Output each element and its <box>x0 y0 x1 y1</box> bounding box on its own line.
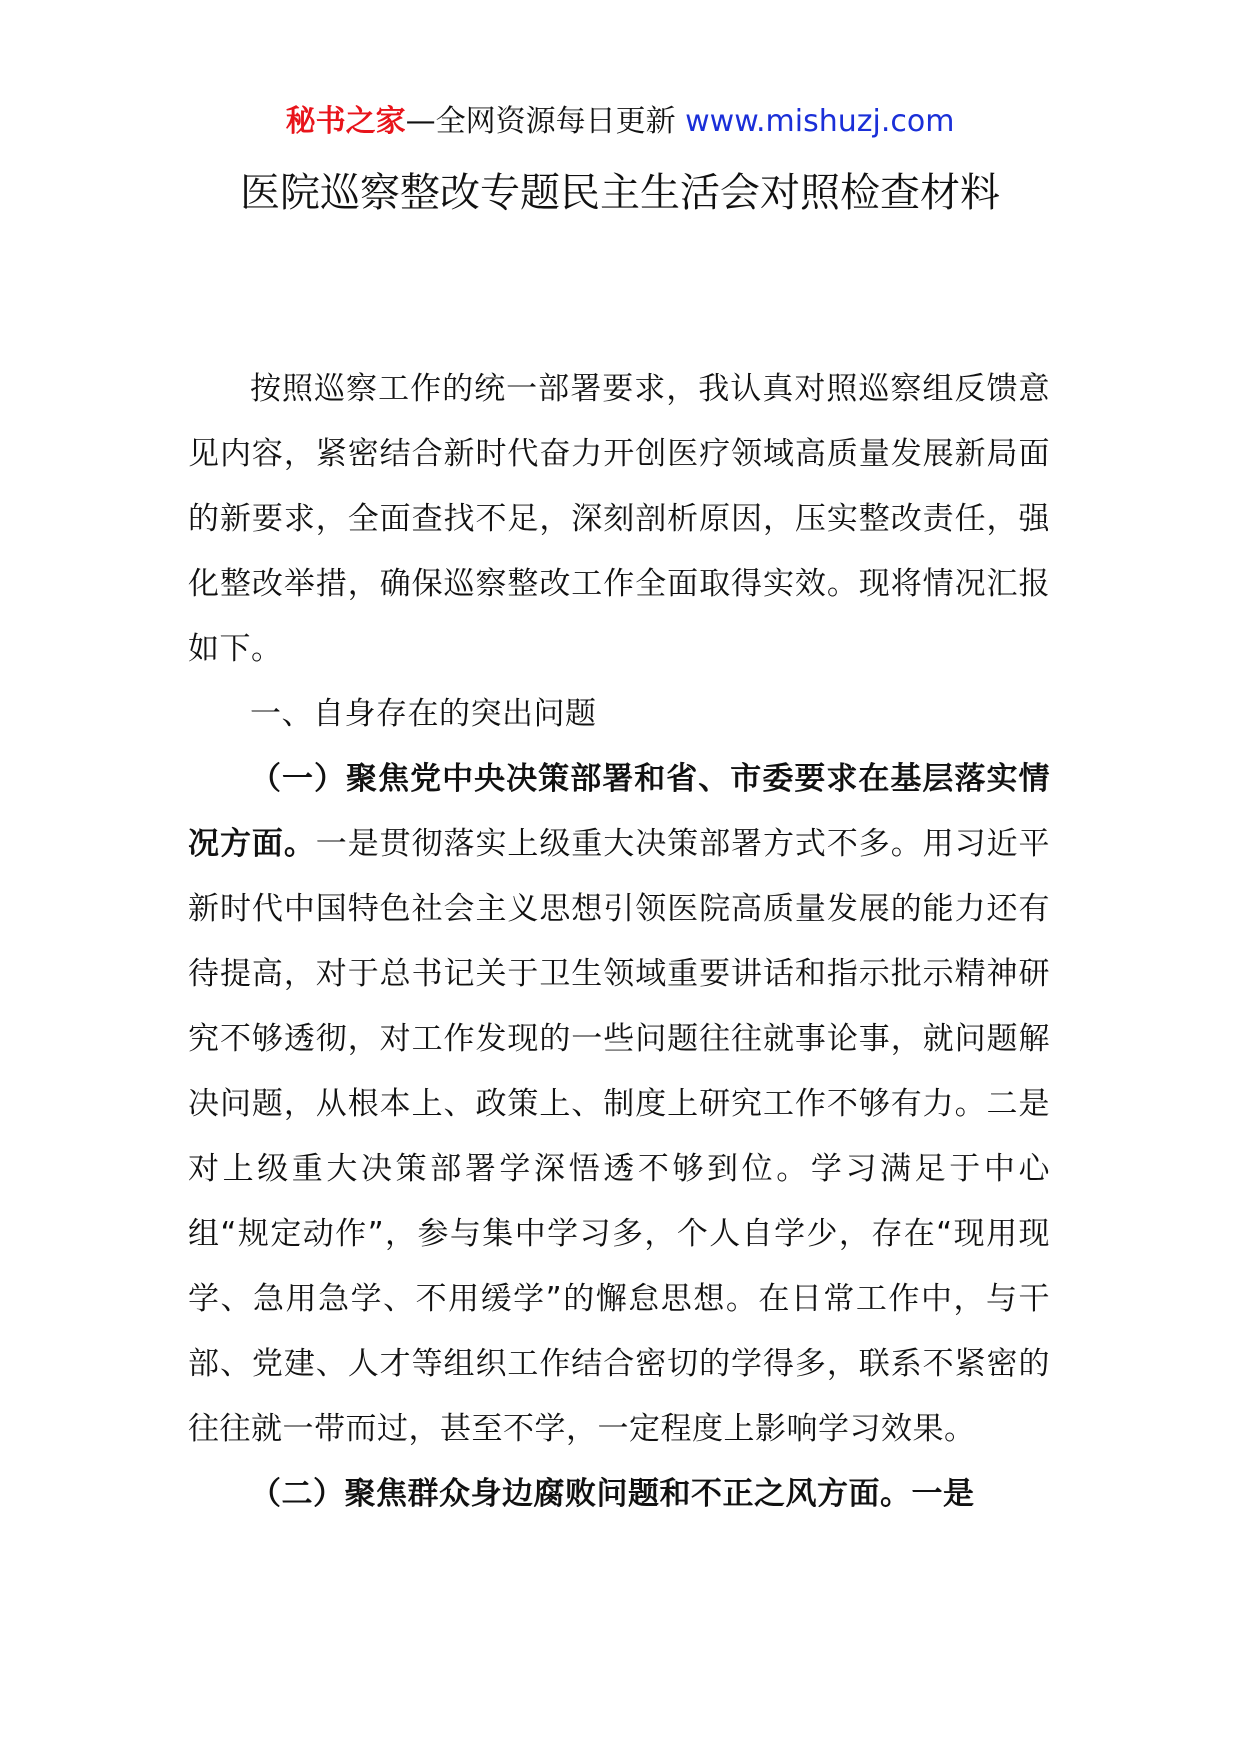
document-body <box>188 357 1050 1527</box>
document-title: 医院巡察整改专题民主生活会对照检查材料 <box>240 170 1000 216</box>
item-one-heading: （一）聚焦党中央决策部署和省、市委要求在基层落实情况方面。 <box>188 761 1050 862</box>
site-header <box>0 100 1240 144</box>
item-two-heading: （二）聚焦群众身边腐败问题和不正之风方面。一是 <box>250 1476 975 1512</box>
section-heading: 一、自身存在的突出问题 <box>250 696 597 732</box>
item-one-body: 一是贯彻落实上级重大决策部署方式不多。用习近平新时代中国特色社会主义思想引领医院高质量发展的能力还有待提高，对于总书记关于卫生领域重要讲话和指示批示精神研究不够透彻，对工作发现的一些问题往往就事论事，就问题解决问题，从根本上、政策上、制度上研究工作不够有力。二是对上级重大决策部署学深悟透不够到位。学习满足于中心组“规定动作”，参与集中学习多，个人自学少，存在“现用现学、急用急学、不用缓学”的懈怠思想。在日常工作中，与干部、党建、人才等组织工作结合密切的学得多，联系不紧密的往往就一带而过，甚至不学，一定程度上影响学习效果。 <box>188 826 1051 1447</box>
brand-name: 秘书之家 <box>285 104 406 139</box>
site-slogan: —全网资源每日更新 <box>405 104 686 139</box>
item-one-paragraph <box>188 747 1050 1462</box>
site-url-link[interactable]: www.mishuzj.com <box>685 104 955 139</box>
intro-paragraph: 按照巡察工作的统一部署要求，我认真对照巡察组反馈意见内容，紧密结合新时代奋力开创医疗领域高质量发展新局面的新要求，全面查找不足，深刻剖析原因，压实整改责任，强化整改举措，确保巡察整改工作全面取得实效。现将情况汇报如下。 <box>188 371 1050 667</box>
